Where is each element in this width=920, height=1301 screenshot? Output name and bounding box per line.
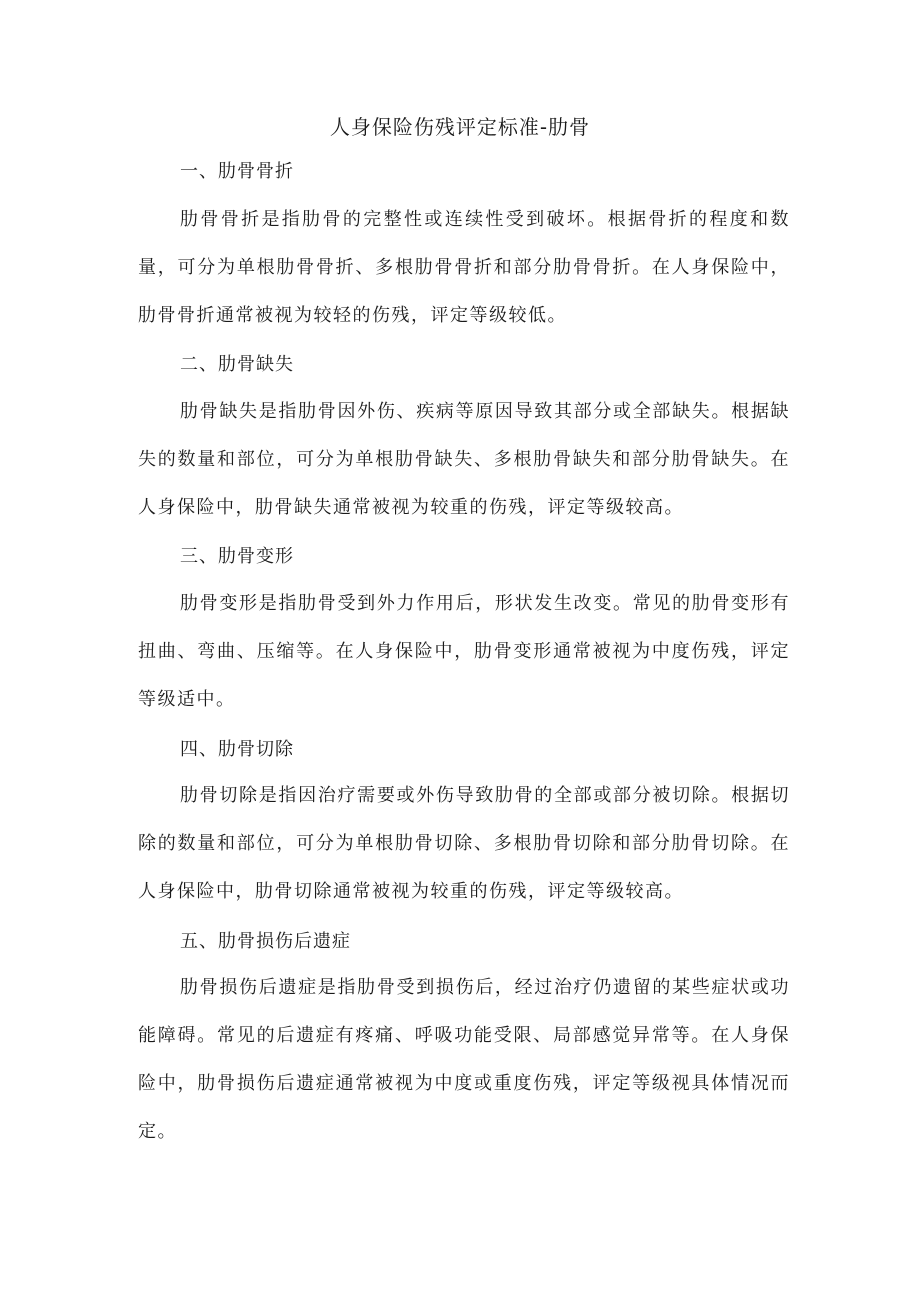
section-heading-rib-sequelae: 五、肋骨损伤后遗症 <box>180 931 351 952</box>
page-title: 人身保险伤残评定标准-肋骨 <box>329 115 591 139</box>
section-body-rib-sequelae: 肋骨损伤后遗症是指肋骨受到损伤后，经过治疗仍遗留的某些症状或功能障碍。常见的后遗症有疼痛、呼吸功能受限、局部感觉异常等。在人身保险中，肋骨损伤后遗症通常被视为中度或重度伤残，评定等级视具体情况而定。 <box>138 977 790 1142</box>
section-body-rib-resection: 肋骨切除是指因治疗需要或外伤导致肋骨的全部或部分被切除。根据切除的数量和部位，可分为单根肋骨切除、多根肋骨切除和部分肋骨切除。在人身保险中，肋骨切除通常被视为较重的伤残，评定等级较高。 <box>138 785 790 902</box>
section-body-rib-fracture: 肋骨骨折是指肋骨的完整性或连续性受到破坏。根据骨折的程度和数量，可分为单根肋骨骨折、多根肋骨骨折和部分肋骨骨折。在人身保险中，肋骨骨折通常被视为较轻的伤残，评定等级较低。 <box>138 209 790 326</box>
section-heading-rib-resection: 四、肋骨切除 <box>180 739 294 760</box>
section-body-rib-deformity: 肋骨变形是指肋骨受到外力作用后，形状发生改变。常见的肋骨变形有扭曲、弯曲、压缩等。在人身保险中，肋骨变形通常被视为中度伤残，评定等级适中。 <box>138 593 790 710</box>
section-heading-rib-fracture: 一、肋骨骨折 <box>180 161 294 182</box>
section-heading-rib-deformity: 三、肋骨变形 <box>180 546 294 567</box>
section-heading-rib-loss: 二、肋骨缺失 <box>180 354 294 375</box>
section-body-rib-loss: 肋骨缺失是指肋骨因外伤、疾病等原因导致其部分或全部缺失。根据缺失的数量和部位，可分为单根肋骨缺失、多根肋骨缺失和部分肋骨缺失。在人身保险中，肋骨缺失通常被视为较重的伤残，评定等级较高。 <box>138 401 790 518</box>
